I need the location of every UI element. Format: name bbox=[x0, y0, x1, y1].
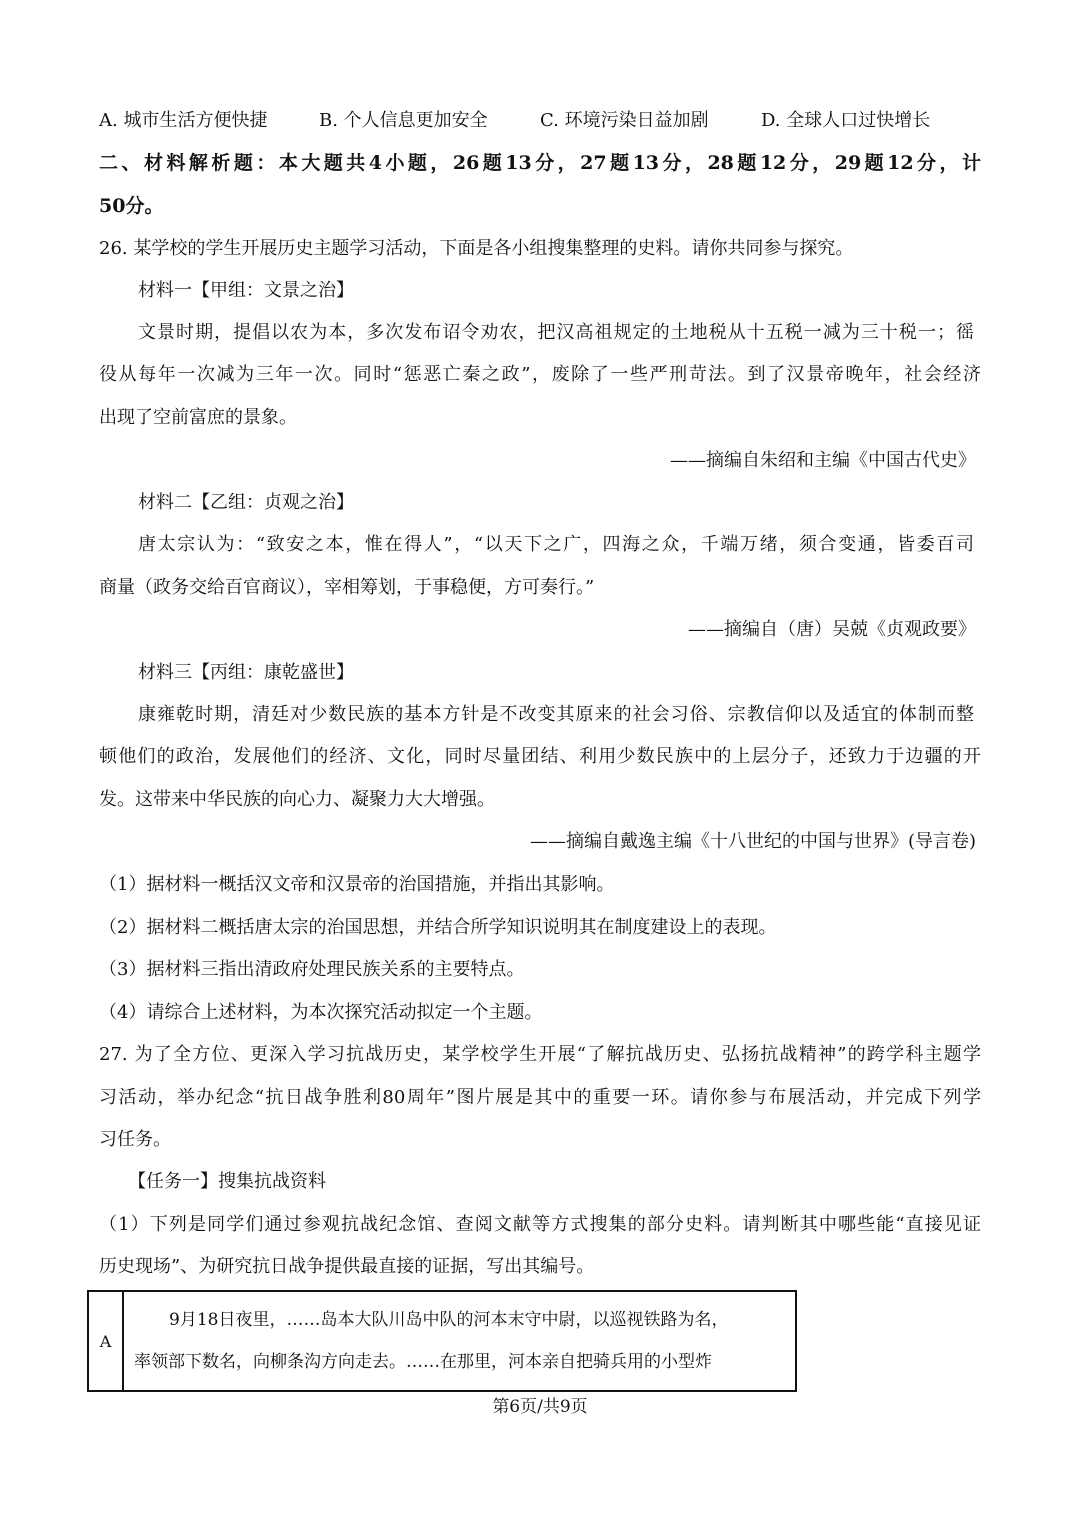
source-table-label: A bbox=[89, 1292, 124, 1390]
material-3-title: 材料三【丙组：康乾盛世】 bbox=[138, 662, 354, 683]
task-1-title: 【任务一】搜集抗战资料 bbox=[128, 1171, 326, 1192]
q27-stem: 习任务。 bbox=[99, 1129, 171, 1150]
section-heading-cont: 50分。 bbox=[99, 195, 164, 217]
q26-question-3: （3）据材料三指出清政府处理民族关系的主要特点。 bbox=[99, 959, 525, 980]
q26-question-4: （4）请综合上述材料，为本次探究活动拟定一个主题。 bbox=[99, 1002, 543, 1023]
material-2-line: 商量（政务交给百官商议），宰相筹划，于事稳便，方可奏行。” bbox=[99, 577, 595, 598]
source-table-text: 率领部下数名，向柳条沟方向走去。……在那里，河本亲自把骑兵用的小型炸 bbox=[134, 1352, 712, 1372]
q26-question-1: （1）据材料一概括汉文帝和汉景帝的治国措施，并指出其影响。 bbox=[99, 874, 615, 895]
option-c: C. 环境污染日益加剧 bbox=[540, 110, 709, 131]
material-2-source: ——摘编自（唐）吴兢《贞观政要》 bbox=[688, 619, 976, 640]
section-heading: 二、材料解析题：本大题共4小题，26题13分，27题13分，28题12分，29题12分，计 bbox=[99, 152, 981, 174]
option-d: D. 全球人口过快增长 bbox=[761, 110, 931, 131]
material-1-line: 出现了空前富庶的景象。 bbox=[99, 407, 297, 428]
material-3-source: ——摘编自戴逸主编《十八世纪的中国与世界》(导言卷) bbox=[529, 831, 976, 852]
material-2-line: 唐太宗认为：“致安之本，惟在得人”，“以天下之广，四海之众，千端万绪，须合变通，皆委百司 bbox=[138, 534, 974, 555]
material-3-line: 康雍乾时期，清廷对少数民族的基本方针是不改变其原来的社会习俗、宗教信仰以及适宜的体制而整 bbox=[138, 704, 974, 725]
page-number: 第6页/共9页 bbox=[492, 1397, 588, 1417]
option-b: B. 个人信息更加安全 bbox=[319, 110, 488, 131]
option-a: A. 城市生活方便快捷 bbox=[99, 110, 268, 131]
q26-question-2: （2）据材料二概括唐太宗的治国思想，并结合所学知识说明其在制度建设上的表现。 bbox=[99, 917, 777, 938]
q27-stem: 27. 为了全方位、更深入学习抗战历史，某学校学生开展“了解抗战历史、弘扬抗战精神”的跨学科主题学 bbox=[99, 1044, 981, 1065]
material-1-source: ——摘编自朱绍和主编《中国古代史》 bbox=[670, 450, 976, 471]
material-3-line: 发。这带来中华民族的向心力、凝聚力大大增强。 bbox=[99, 789, 495, 810]
material-1-title: 材料一【甲组：文景之治】 bbox=[138, 280, 354, 301]
q27-sub-1: 历史现场”、为研究抗日战争提供最直接的证据，写出其编号。 bbox=[99, 1256, 595, 1277]
source-table bbox=[87, 1290, 797, 1392]
material-3-line: 顿他们的政治，发展他们的经济、文化，同时尽量团结、利用少数民族中的上层分子，还致力于边疆的开 bbox=[99, 746, 981, 767]
source-table-text: 9月18日夜里，……岛本大队川岛中队的河本末守中尉，以巡视铁路为名， bbox=[169, 1310, 729, 1330]
material-1-line: 文景时期，提倡以农为本，多次发布诏令劝农，把汉高祖规定的土地税从十五税一减为三十税一；徭 bbox=[138, 322, 974, 343]
q27-sub-1: （1）下列是同学们通过参观抗战纪念馆、查阅文献等方式搜集的部分史料。请判断其中哪些能“直接见证 bbox=[99, 1214, 981, 1235]
material-1-line: 役从每年一次减为三年一次。同时“惩恶亡秦之政”，废除了一些严刑苛法。到了汉景帝晚年，社会经济 bbox=[99, 364, 981, 385]
q26-stem: 26. 某学校的学生开展历史主题学习活动，下面是各小组搜集整理的史料。请你共同参与探究。 bbox=[99, 238, 854, 259]
q27-stem: 习活动，举办纪念“抗日战争胜利80周年”图片展是其中的重要一环。请你参与布展活动，并完成下列学 bbox=[99, 1087, 981, 1108]
material-2-title: 材料二【乙组：贞观之治】 bbox=[138, 492, 354, 513]
